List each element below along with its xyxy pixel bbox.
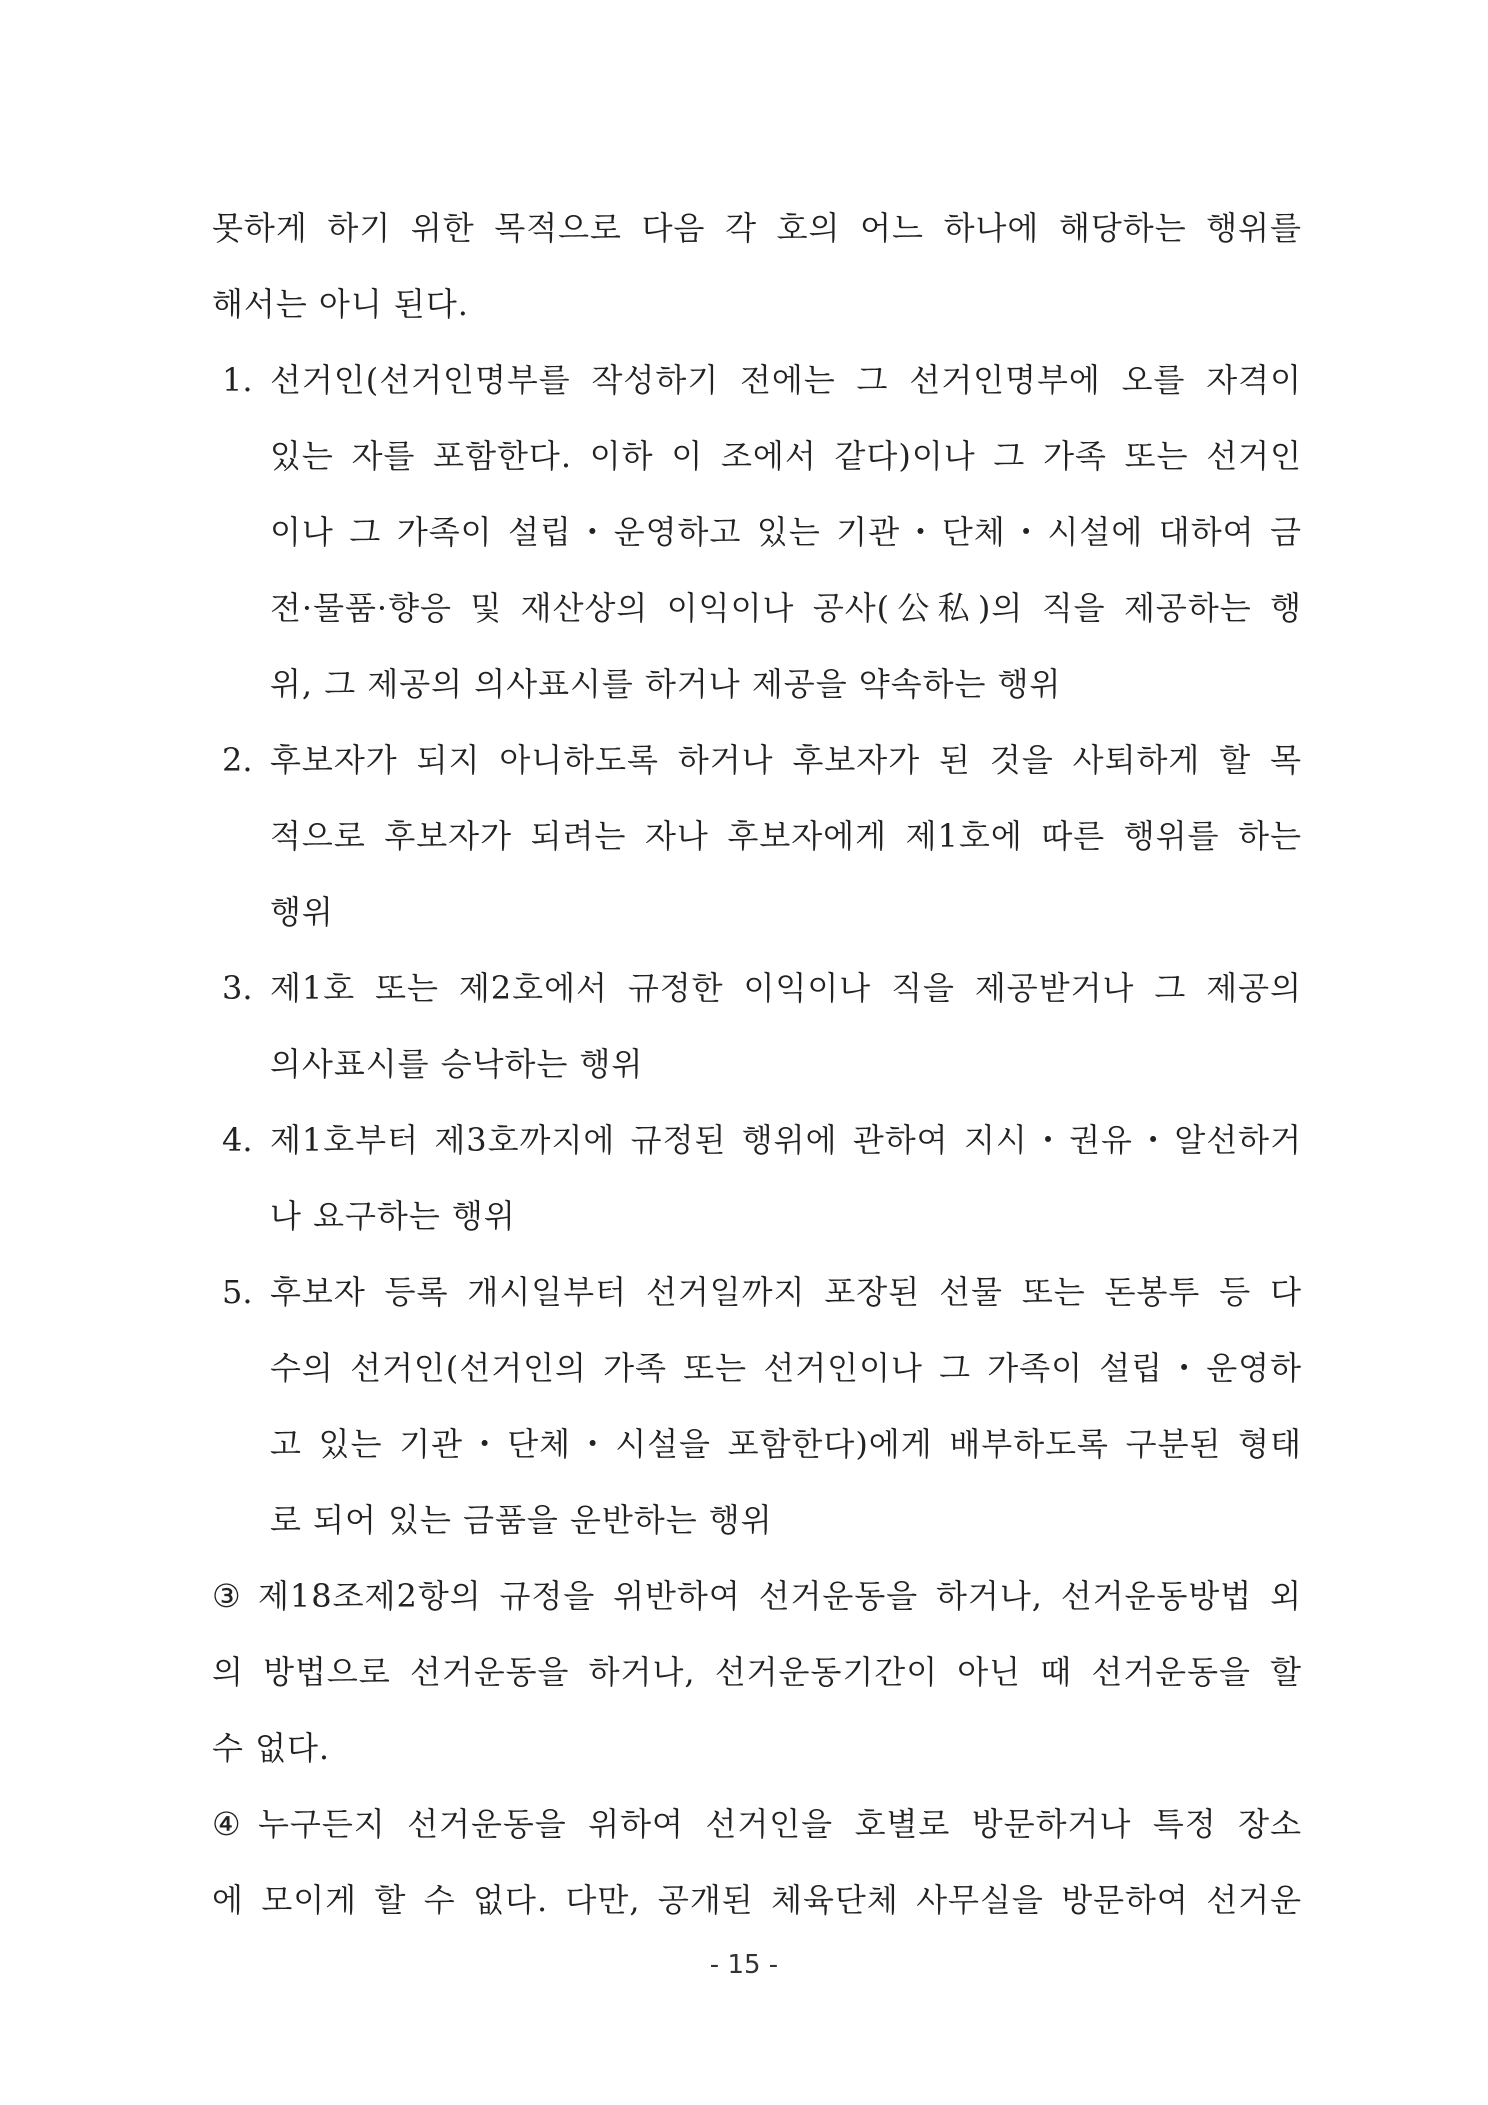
paragraph-line: 수 없다.	[212, 1729, 331, 1767]
paragraph-mark: ③	[212, 1577, 241, 1615]
item-line: 있는 자를 포함한다. 이하 이 조에서 같다)이나 그 가족 또는 선거인	[270, 437, 1302, 475]
intro-line: 해서는 아니 된다.	[212, 285, 469, 323]
list-item	[212, 950, 1302, 1102]
list-item	[212, 342, 1302, 722]
item-line: 로 되어 있는 금품을 운반하는 행위	[270, 1501, 773, 1539]
list-item	[212, 722, 1302, 950]
item-line: 행위	[270, 893, 334, 931]
paragraph-line: 제18조제2항의 규정을 위반하여 선거운동을 하거나, 선거운동방법 외	[258, 1577, 1302, 1615]
item-number: 1.	[222, 361, 253, 399]
paragraph-line: 의 방법으로 선거운동을 하거나, 선거운동기간이 아닌 때 선거운동을 할	[212, 1653, 1302, 1691]
item-line: 고 있는 기관・단체・시설을 포함한다)에게 배부하도록 구분된 형태	[270, 1425, 1302, 1463]
item-line: 나 요구하는 행위	[270, 1197, 516, 1235]
item-number: 3.	[222, 969, 253, 1007]
item-line: 이나 그 가족이 설립・운영하고 있는 기관・단체・시설에 대하여 금	[270, 513, 1302, 551]
item-line: 수의 선거인(선거인의 가족 또는 선거인이나 그 가족이 설립・운영하	[270, 1349, 1302, 1387]
item-number: 2.	[222, 741, 253, 779]
item-line: 적으로 후보자가 되려는 자나 후보자에게 제1호에 따른 행위를 하는	[270, 817, 1302, 855]
item-line: 선거인(선거인명부를 작성하기 전에는 그 선거인명부에 오를 자격이	[270, 361, 1302, 399]
item-line: 후보자 등록 개시일부터 선거일까지 포장된 선물 또는 돈봉투 등 다	[270, 1273, 1302, 1311]
item-line: 전·물품·향응 및 재산상의 이익이나 공사(公私)의 직을 제공하는 행	[270, 589, 1302, 627]
list-item	[212, 1254, 1302, 1558]
paragraph	[212, 1786, 1302, 1938]
item-number: 4.	[222, 1121, 253, 1159]
document-body	[212, 190, 1302, 1938]
item-line: 위, 그 제공의 의사표시를 하거나 제공을 약속하는 행위	[270, 665, 1062, 703]
paragraph	[212, 1558, 1302, 1786]
list-item	[212, 1102, 1302, 1254]
paragraph-line: 에 모이게 할 수 없다. 다만, 공개된 체육단체 사무실을 방문하여 선거운	[212, 1881, 1302, 1919]
page-number: - 15 -	[709, 1950, 779, 1980]
paragraph-mark: ④	[212, 1805, 241, 1843]
item-number: 5.	[222, 1273, 253, 1311]
item-line: 제1호부터 제3호까지에 규정된 행위에 관하여 지시・권유・알선하거	[270, 1121, 1302, 1159]
item-line: 후보자가 되지 아니하도록 하거나 후보자가 된 것을 사퇴하게 할 목	[270, 741, 1302, 779]
item-line: 의사표시를 승낙하는 행위	[270, 1045, 644, 1083]
paragraph-line: 누구든지 선거운동을 위하여 선거인을 호별로 방문하거나 특정 장소	[258, 1805, 1302, 1843]
intro-line: 못하게 하기 위한 목적으로 다음 각 호의 어느 하나에 해당하는 행위를	[212, 209, 1302, 247]
item-line: 제1호 또는 제2호에서 규정한 이익이나 직을 제공받거나 그 제공의	[270, 969, 1302, 1007]
